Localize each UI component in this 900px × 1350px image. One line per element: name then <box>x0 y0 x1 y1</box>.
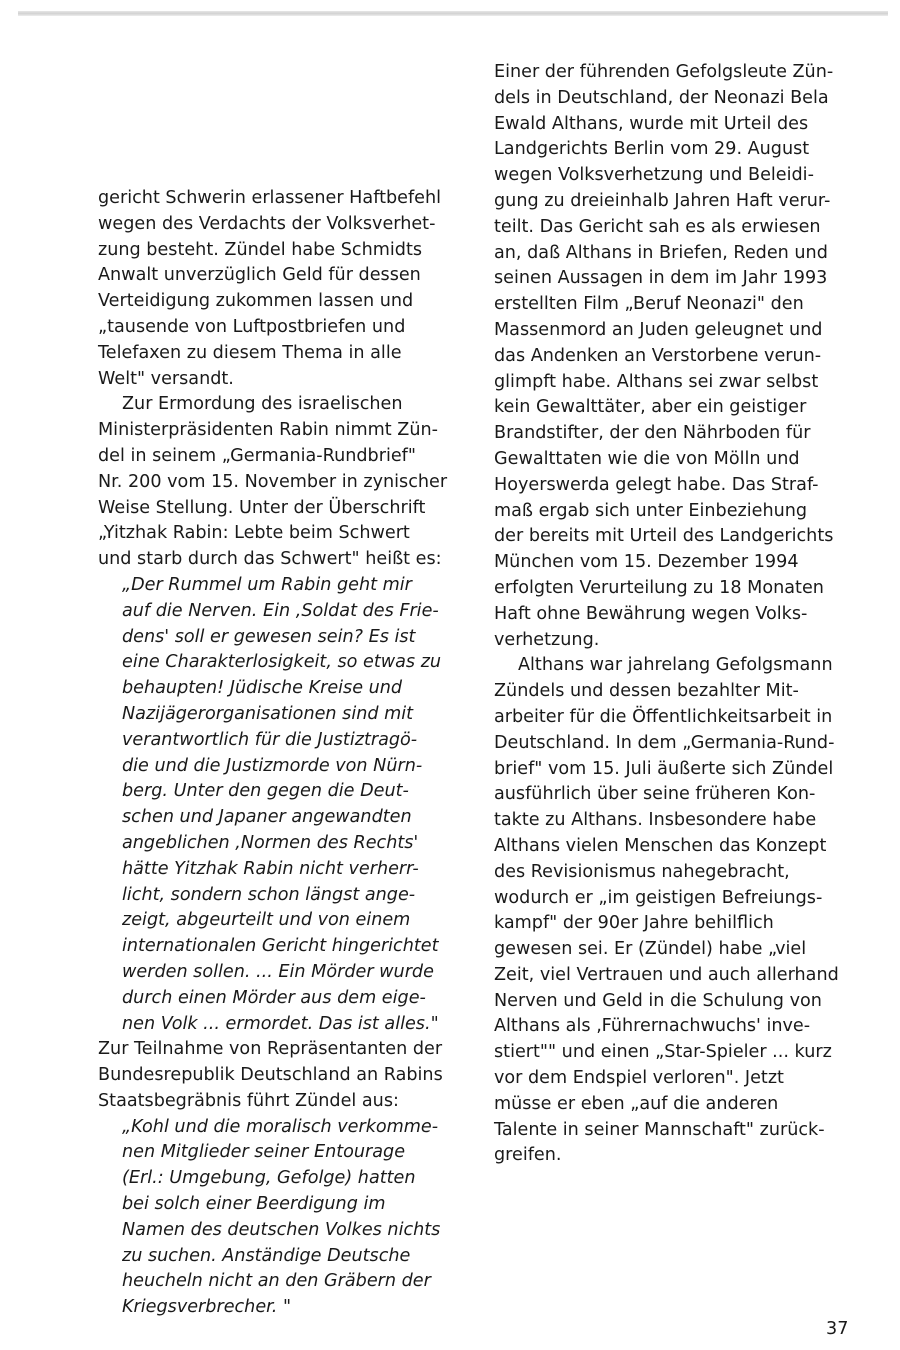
text-line: glimpft habe. Althans sei zwar selbst <box>494 371 819 392</box>
text-line: das Andenken an Verstorbene verun- <box>494 345 822 366</box>
text-line: ausführlich über seine früheren Kon- <box>494 784 816 805</box>
text-line: Massenmord an Juden geleugnet und <box>494 319 823 340</box>
text-line: Ministerpräsidenten Rabin nimmt Zün- <box>98 420 439 441</box>
text-line: Telefaxen zu diesem Thema in alle <box>98 342 402 363</box>
quote-line: Namen des deutschen Volkes nichts <box>122 1219 441 1240</box>
quote-line: zeigt, abgeurteilt und von einem <box>122 910 411 931</box>
quote-line: internationalen Gericht hingerichtet <box>122 936 439 957</box>
quote-line: behaupten! Jüdische Kreise und <box>122 678 403 699</box>
text-line: Zündels und dessen bezahlter Mit- <box>494 681 799 702</box>
text-line: Nerven und Geld in die Schulung von <box>494 990 822 1011</box>
quote-line: durch einen Mörder aus dem eige- <box>122 987 426 1008</box>
quote-line: angeblichen ‚Normen des Rechts' <box>122 832 419 853</box>
quote-line: Nazijägerorganisationen sind mit <box>122 703 414 724</box>
text-line: dels in Deutschland, der Neonazi Bela <box>494 87 829 108</box>
quote-line: werden sollen. ... Ein Mörder wurde <box>122 961 434 982</box>
text-line: Zur Ermordung des israelischen <box>122 394 403 415</box>
quote-line: berg. Unter den gegen die Deut- <box>122 781 409 802</box>
quote-line: heucheln nicht an den Gräbern der <box>122 1271 431 1292</box>
text-line: „Yitzhak Rabin: Lebte beim Schwert <box>98 523 410 544</box>
text-line: Welt" versandt. <box>98 368 234 389</box>
left-text-column <box>98 186 473 1321</box>
text-line: Althans war jahrelang Gefolgsmann <box>518 655 833 676</box>
quote-line: dens' soll er gewesen sein? Es ist <box>122 626 416 647</box>
text-line: Deutschland. In dem „Germania-Rund- <box>494 732 835 753</box>
text-line: brief" vom 15. Juli äußerte sich Zündel <box>494 758 834 779</box>
quote-line: die und die Justizmorde von Nürn- <box>122 755 423 776</box>
text-line: wodurch er „im geistigen Befreiungs- <box>494 887 823 908</box>
text-line: Einer der führenden Gefolgsleute Zün- <box>494 62 834 82</box>
quote-line: (Erl.: Umgebung, Gefolge) hatten <box>122 1168 416 1189</box>
text-line: an, daß Althans in Briefen, Reden und <box>494 242 828 263</box>
quote-line: licht, sondern schon längst ange- <box>122 884 416 905</box>
quote-line: nen Mitglieder seiner Entourage <box>122 1142 406 1163</box>
text-line: müsse er eben „auf die anderen <box>494 1093 779 1114</box>
quote-line: schen und Japaner angewandten <box>122 807 412 828</box>
text-line: erstellten Film „Beruf Neonazi" den <box>494 294 804 315</box>
text-line: wegen des Verdachts der Volksverhet- <box>98 213 436 234</box>
quote-line: auf die Nerven. Ein ‚Soldat des Frie- <box>122 600 439 621</box>
text-line: seinen Aussagen in dem im Jahr 1993 <box>494 268 828 289</box>
quote-line: eine Charakterlosigkeit, so etwas zu <box>122 652 442 673</box>
quote-line: Kriegsverbrecher. " <box>122 1297 292 1318</box>
text-line: Brandstifter, der den Nährboden für <box>494 423 811 444</box>
text-line: del in seinem „Germania-Rundbrief" <box>98 445 416 466</box>
text-line: Haft ohne Bewährung wegen Volks- <box>494 603 808 624</box>
text-line: takte zu Althans. Insbesondere habe <box>494 810 817 831</box>
text-line: erfolgten Verurteilung zu 18 Monaten <box>494 577 824 598</box>
text-line: greifen. <box>494 1145 562 1166</box>
quote-line: „Der Rummel um Rabin geht mir <box>122 574 412 595</box>
text-line: verhetzung. <box>494 629 600 650</box>
text-line: Landgerichts Berlin vom 29. August <box>494 139 810 160</box>
text-line: Zur Teilnahme von Repräsentanten der <box>98 1039 443 1060</box>
quote-line: „Kohl und die moralisch verkomme- <box>122 1116 439 1137</box>
text-line: Ewald Althans, wurde mit Urteil des <box>494 113 809 134</box>
text-line: Talente in seiner Mannschaft" zurück- <box>494 1119 825 1140</box>
top-edge-rule <box>18 11 888 16</box>
text-line: Staatsbegräbnis führt Zündel aus: <box>98 1090 399 1111</box>
text-line: arbeiter für die Öffentlichkeitsarbeit in <box>494 706 833 727</box>
text-line: vor dem Endspiel verloren". Jetzt <box>494 1068 784 1089</box>
text-line: Zeit, viel Vertrauen und auch allerhand <box>494 964 839 985</box>
quote-line: hätte Yitzhak Rabin nicht verherr- <box>122 858 419 879</box>
text-line: stiert"" und einen „Star-Spieler ... kurz <box>494 1042 832 1063</box>
text-line: maß ergab sich unter Einbeziehung <box>494 500 808 521</box>
quote-line: zu suchen. Anständige Deutsche <box>122 1245 411 1266</box>
text-line: gericht Schwerin erlassener Haftbefehl <box>98 188 442 208</box>
text-line: Anwalt unverzüglich Geld für dessen <box>98 265 421 286</box>
text-line: gung zu dreieinhalb Jahren Haft verur- <box>494 190 831 211</box>
right-text-column <box>494 60 866 1169</box>
text-line: gewesen sei. Er (Zündel) habe „viel <box>494 939 807 960</box>
quote-line: nen Volk ... ermordet. Das ist alles." <box>122 1013 439 1034</box>
text-line: Hoyerswerda gelegt habe. Das Straf- <box>494 474 819 495</box>
text-line: teilt. Das Gericht sah es als erwiesen <box>494 216 821 237</box>
text-line: kein Gewalttäter, aber ein geistiger <box>494 397 807 418</box>
text-line: zung besteht. Zündel habe Schmidts <box>98 239 423 260</box>
text-line: Bundesrepublik Deutschland an Rabins <box>98 1065 443 1086</box>
text-line: Weise Stellung. Unter der Überschrift <box>98 497 426 518</box>
text-line: Nr. 200 vom 15. November in zynischer <box>98 471 448 492</box>
text-line: Althans als ‚Führernachwuchs' inve- <box>494 1016 811 1037</box>
page-number: 37 <box>826 1319 849 1339</box>
text-line: Verteidigung zukommen lassen und <box>98 291 414 312</box>
quote-line: bei solch einer Beerdigung im <box>122 1194 386 1215</box>
text-line: Althans vielen Menschen das Konzept <box>494 835 827 856</box>
quote-line: verantwortlich für die Justiztragö- <box>122 729 418 750</box>
text-line: und starb durch das Schwert" heißt es: <box>98 549 442 570</box>
text-line: des Revisionismus nahegebracht, <box>494 861 790 882</box>
text-line: wegen Volksverhetzung und Beleidi- <box>494 165 814 186</box>
text-line: kampf" der 90er Jahre behilflich <box>494 913 774 934</box>
text-line: Gewalttaten wie die von Mölln und <box>494 448 800 469</box>
text-line: der bereits mit Urteil des Landgerichts <box>494 526 834 547</box>
text-line: „tausende von Luftpostbriefen und <box>98 316 406 337</box>
text-line: München vom 15. Dezember 1994 <box>494 552 799 573</box>
